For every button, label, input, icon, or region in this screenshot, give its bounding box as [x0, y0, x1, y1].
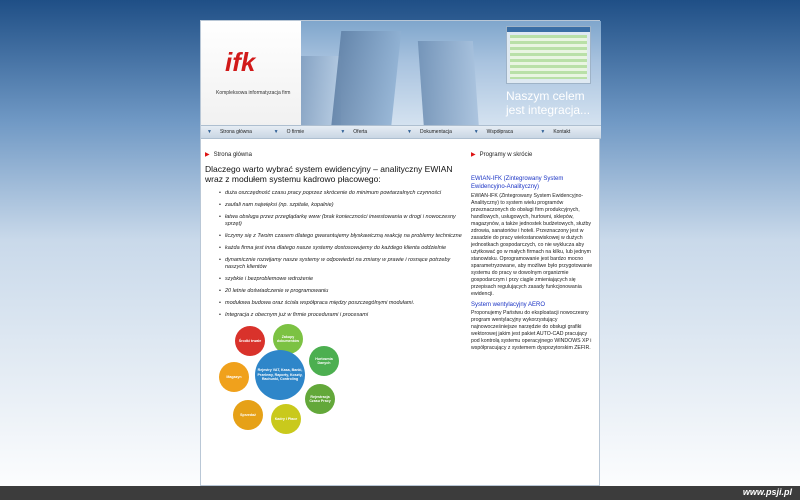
software-screenshot-image — [506, 26, 591, 84]
intro-heading: Dlaczego warto wybrać system ewidencyjny – analityczny EWIAN wraz z modułem systemu kadrowo płacowego: — [205, 164, 453, 184]
triangle-down-icon: ▼ — [540, 129, 546, 135]
logo-text: ifk — [225, 49, 256, 77]
nav-item-offer[interactable] — [334, 126, 401, 138]
list-item: • modułowa budowa oraz ścisła współpraca między poszczególnymi modułami. — [219, 300, 463, 307]
triangle-right-icon: ▶ — [205, 152, 210, 158]
gear-purchases: Zakupy dokumentów — [273, 324, 303, 354]
nav-item-docs[interactable] — [401, 126, 468, 138]
program-link-aero[interactable]: System wentylacyjny AERO — [471, 302, 546, 308]
gear-sales: Sprzedaż — [233, 400, 263, 430]
program-link-ewian[interactable]: EWIAN-IFK (Zintegrowany System Ewidencyjno-Analityczny) — [471, 176, 564, 190]
list-item: • liczymy się z Twoim czasem dlatego gwarantujemy błyskawiczną reakcję na problemy techniczne — [219, 233, 463, 240]
gear-hr-payroll: Kadry i Płace — [271, 404, 301, 434]
hero-line-2: jest integracja... — [506, 103, 591, 117]
nav-item-label: O firmie — [286, 129, 305, 135]
tagline: Kompleksowa informatyzacja firm — [216, 90, 291, 96]
list-item: • dynamicznie rozwijamy nasze systemy w odpowiedzi na zmiany w prawie i rosnące potrzeby naszych klientów — [219, 257, 463, 271]
gear-center-core: Rejestry VAT, Kasa, Banki, Przelewy, Raporty, Koszty, Rachunki, Controling — [255, 350, 305, 400]
nav-item-cooperation[interactable] — [468, 126, 535, 138]
triangle-down-icon: ▼ — [407, 129, 412, 135]
building-image — [331, 31, 402, 125]
page-container — [200, 20, 600, 486]
list-item: • szybkie i bezproblemowe wdrożenie — [219, 276, 463, 283]
list-item: • 20 letnie doświadczenie w programowaniu — [219, 288, 463, 295]
gear-fixed-assets: Środki trwałe — [235, 326, 265, 356]
site-url[interactable]: www.psji.pl — [742, 487, 792, 497]
modules-gear-diagram — [215, 324, 345, 436]
hero-line-1: Naszym celem — [506, 89, 585, 103]
gear-time-tracking: Rejestracja Czasu Pracy — [305, 384, 335, 414]
nav-item-contact[interactable] — [534, 126, 601, 138]
gear-data-warehouse: Hurtownia Danych — [309, 346, 339, 376]
main-column — [205, 151, 463, 436]
nav-item-label: Oferta — [353, 129, 368, 135]
triangle-down-icon: ▼ — [473, 129, 479, 135]
triangle-down-icon: ▼ — [340, 129, 346, 135]
triangle-down-icon: ▼ — [273, 129, 279, 135]
list-item: • duża oszczędność czasu pracy poprzez skrócenie do minimum powtarzalnych czynności — [219, 190, 463, 197]
header — [201, 21, 601, 125]
list-item: • każda firma jest inna dlatego nasze systemy dostosowujemy do każdego klienta oddzielnie — [219, 245, 463, 252]
benefits-list — [205, 190, 463, 319]
footer-bar — [0, 486, 800, 500]
logo-area — [201, 21, 301, 125]
logo[interactable] — [223, 49, 285, 77]
nav-item-label: Dokumentacja — [419, 129, 452, 135]
nav-item-label: Współpraca — [486, 129, 514, 135]
triangle-right-icon: ▶ — [471, 152, 476, 158]
gear-warehouse: Magazyn — [219, 362, 249, 392]
hero-slogan — [506, 89, 590, 117]
program-description-aero: Proponujemy Państwu do eksploatacji nowoczesny program wentylacyjny wykorzystujący najnowocześniejsze narzędzie do obsługi grafiki wektorowej jakim jest pakiet AUTO-CAD pracujący pod kontrolą systemu operacyjnego WINDOWS XP i współpracujący z systemem dyspozytorskim ZEFIR. — [471, 310, 592, 351]
program-description-ewian: EWIAN-IFK (Zintegrowany System Ewidencyjno-Analityczny) to system wielu programów przeznaczonych do obsługi firm produkcyjnych, handlowych, usługowych, hurtowni, sklepów, magazynów, a także jednostek budżetowych, służby zdrowia, sanatoriów i hoteli. Przeznaczony jest w zasadzie do pracy wielostanowiskowej w dużych jednostkach gospodarczych, co nie wyklucza aby użytkować go w małych firmach na kilku, lub jednym stanowisku. Oprogramowanie jest bardzo mocno sparametryzowane, aby możliwe było przygotowanie systemu do pracy w dowolnym organizmie gospodarczym i przy ciągle zmieniających się przepisach regulujących zasady funkcjonowania ewidencji. — [471, 193, 593, 297]
triangle-down-icon: ▼ — [207, 129, 212, 135]
nav-item-about[interactable] — [268, 126, 335, 138]
sidebar — [471, 151, 597, 352]
nav-item-label: Strona główna — [219, 129, 252, 135]
nav-item-home[interactable] — [201, 126, 268, 138]
hero-banner — [301, 21, 601, 125]
main-nav — [201, 125, 601, 139]
section-header — [205, 151, 463, 158]
sidebar-title: Programy w skrócie — [479, 151, 533, 158]
list-item: • zaufali nam najwięksi (np. szpitale, kopalnie) — [219, 202, 463, 209]
section-title: Strona główna — [213, 151, 252, 158]
building-image — [418, 41, 479, 125]
nav-item-label: Kontakt — [553, 129, 571, 135]
list-item: • łatwa obsługa przez przeglądarkę www (brak konieczności inwestowania w drogi i nowoczesny sprzęt) — [219, 214, 463, 228]
sidebar-header — [471, 151, 597, 158]
list-item: • Integracja z obecnym już w firmie procedurami i procesami — [219, 312, 463, 319]
